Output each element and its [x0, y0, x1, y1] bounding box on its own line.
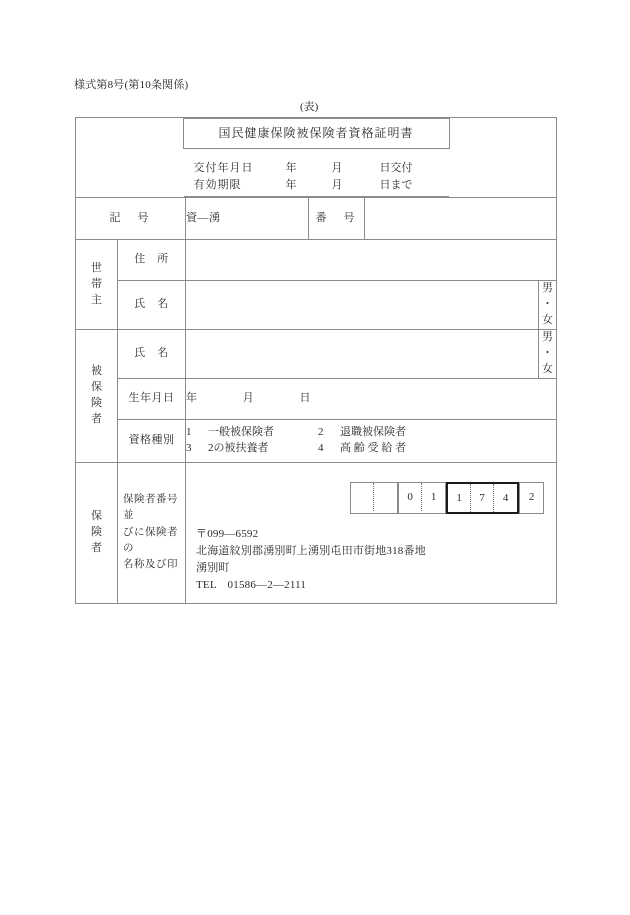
insurer-number-cell-5[interactable]: 1 — [448, 484, 471, 512]
insurer-telephone: TEL 01586—2—2111 — [196, 578, 307, 591]
kind-option-line-1 — [186, 425, 556, 441]
insurer-label-char-3: 者 — [91, 541, 102, 554]
insurer-number-cell-7[interactable]: 4 — [502, 491, 509, 504]
issue-date-year: 年 — [285, 162, 297, 175]
kind-option-line-2 — [186, 441, 556, 457]
certificate-header-cell — [76, 118, 557, 198]
householder-address-label: 住 所 — [118, 240, 186, 281]
insured-gender-cell[interactable] — [539, 330, 557, 379]
insurer-municipality: 湧別町 — [196, 561, 230, 574]
kind-option-1-text: 一般被保険者 — [208, 425, 274, 438]
kind-option-2-number: 2 — [318, 425, 324, 438]
table-row-insured-kind — [76, 419, 557, 462]
insurer-field-label-line-1: 保険者番号並 — [123, 494, 178, 522]
insured-name-label: 氏 名 — [118, 330, 186, 379]
section-label-insurer — [76, 462, 118, 603]
issue-date-row — [184, 161, 449, 178]
kind-option-2-text: 退職被保険者 — [340, 425, 406, 438]
insurer-number-cell-6[interactable]: 7 — [471, 484, 494, 512]
expiry-date-month: 月 — [331, 179, 343, 192]
table-row-insured-birth — [76, 378, 557, 419]
table-row-insurer — [76, 462, 557, 603]
insured-kind-label: 資格種別 — [118, 419, 186, 462]
insurer-number-grid[interactable] — [352, 482, 544, 514]
insured-gender-female: 女 — [542, 362, 554, 375]
householder-gender-male: 男 — [542, 282, 554, 295]
insurer-number-cell-2[interactable] — [374, 483, 397, 511]
insurer-field-label-line-3: 名称及び印 — [123, 559, 178, 571]
expiry-date-year: 年 — [285, 179, 297, 192]
insurer-field-label-line-2: びに保険者の — [123, 526, 178, 555]
insured-label-char-2: 保 — [91, 381, 102, 394]
householder-gender-female: 女 — [542, 314, 554, 327]
insured-label-char-1: 被 — [91, 365, 102, 378]
insurer-postal-code: 〒099—6592 — [196, 527, 259, 540]
insurer-details-cell — [186, 462, 557, 603]
insurer-address: 北海道紋別郡湧別町上湧別屯田市街地318番地 — [196, 544, 426, 557]
expiry-date-day: 日まで — [379, 179, 413, 192]
kind-option-4-number: 4 — [318, 441, 324, 454]
householder-label-char-1: 世 — [91, 261, 102, 274]
insurer-number-cell-1[interactable] — [351, 483, 374, 511]
date-block — [184, 161, 449, 197]
table-row-title — [76, 118, 557, 198]
issue-date-month: 月 — [331, 162, 343, 175]
kind-option-1-number: 1 — [186, 425, 192, 438]
insurer-number-group-1[interactable] — [350, 482, 398, 514]
insurer-number-cell-3[interactable]: 0 — [399, 483, 422, 511]
section-label-householder — [76, 240, 118, 330]
insurer-label-char-1: 保 — [91, 509, 102, 522]
expiry-date-row — [184, 178, 449, 195]
insured-birth-month: 月 — [242, 391, 254, 404]
insured-label-char-4: 者 — [91, 412, 102, 425]
insurer-number-cell-8[interactable]: 2 — [528, 490, 535, 503]
certificate-table — [75, 117, 557, 604]
number-label: 番 号 — [309, 198, 365, 240]
side-mark-label: (表) — [300, 101, 319, 113]
insurer-field-label — [118, 462, 186, 603]
issue-date-day: 日交付 — [379, 162, 413, 175]
table-row-symbol — [76, 198, 557, 240]
insured-kind-options[interactable] — [186, 419, 557, 462]
insured-name-value[interactable] — [186, 330, 539, 379]
table-row-householder-address — [76, 240, 557, 281]
insured-birth-year: 年 — [186, 391, 197, 404]
insured-gender-separator: ・ — [542, 347, 554, 360]
insured-gender-male: 男 — [542, 331, 554, 344]
certificate-title: 国民健康保険被保険者資格証明書 — [183, 118, 450, 149]
number-value[interactable] — [365, 198, 557, 240]
issue-date-label: 交付年月日 — [193, 162, 254, 175]
kind-option-3-text: 2の被扶養者 — [208, 441, 269, 454]
householder-name-label: 氏 名 — [118, 281, 186, 330]
insurer-label-char-2: 険 — [91, 525, 102, 538]
table-row-insured-name — [76, 330, 557, 379]
insurer-number-group-4[interactable] — [519, 482, 544, 514]
table-row-householder-name — [76, 281, 557, 330]
insurer-address-block — [186, 514, 556, 594]
householder-name-value[interactable] — [186, 281, 539, 330]
householder-gender-separator: ・ — [542, 298, 554, 311]
symbol-label: 記 号 — [76, 198, 186, 240]
insured-label-char-3: 険 — [91, 396, 102, 409]
insured-birth-day: 日 — [299, 391, 311, 404]
form-code-label: 様式第8号(第10条関係) — [74, 79, 189, 91]
insurer-number-group-2[interactable] — [398, 482, 446, 514]
insurer-number-group-3[interactable] — [446, 482, 519, 514]
insured-birth-label: 生年月日 — [118, 378, 186, 419]
symbol-value[interactable]: 資—湧 — [186, 198, 309, 240]
householder-address-value[interactable] — [186, 240, 557, 281]
householder-gender-cell[interactable] — [539, 281, 557, 330]
insurer-number-cell-4[interactable]: 1 — [430, 490, 437, 503]
householder-label-char-2: 帯 — [91, 277, 102, 290]
expiry-date-label: 有効期限 — [193, 179, 242, 192]
kind-option-3-number: 3 — [186, 441, 192, 454]
section-label-insured — [76, 330, 118, 463]
kind-option-4-text: 高 齢 受 給 者 — [340, 441, 406, 454]
insured-birth-value[interactable] — [186, 378, 557, 419]
householder-label-char-3: 主 — [91, 293, 102, 306]
